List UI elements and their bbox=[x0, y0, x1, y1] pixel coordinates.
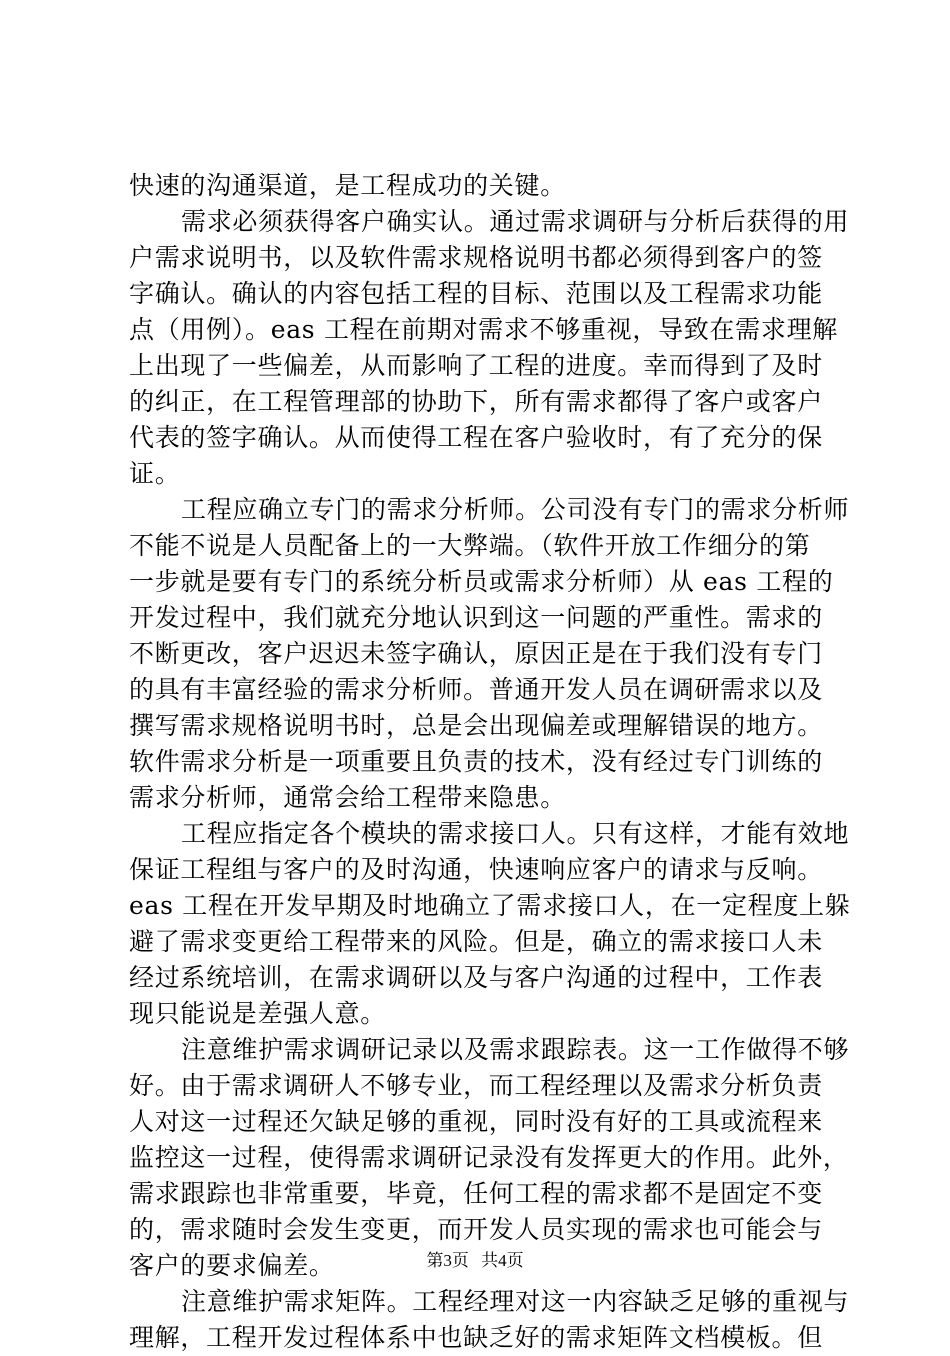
text-line: 软件需求分析是一项重要且负责的技术，没有经过专门训练的 bbox=[129, 747, 823, 776]
text-line: 户需求说明书，以及软件需求规格说明书都必须得到客户的签 bbox=[129, 243, 823, 272]
text-line: 需求分析师，通常会给工程带来隐患。 bbox=[129, 783, 566, 812]
text-line: 需求必须获得客户确实认。通过需求调研与分析后获得的用 bbox=[181, 207, 850, 236]
text-line: 开发过程中，我们就充分地认识到这一问题的严重性。需求的 bbox=[129, 603, 823, 632]
text-line: 不能不说是人员配备上的一大弊端。（软件开放工作细分的第 bbox=[129, 531, 811, 560]
text-line: 需求跟踪也非常重要，毕竟，任何工程的需求都不是固定不变 bbox=[129, 1179, 823, 1208]
text-line: 工程应指定各个模块的需求接口人。只有这样，才能有效地 bbox=[181, 819, 850, 848]
text-line: 上出现了一些偏差，从而影响了工程的进度。幸而得到了及时 bbox=[129, 351, 823, 380]
text-line: 代表的签字确认。从而使得工程在客户验收时，有了充分的保 bbox=[129, 423, 823, 452]
text-line: 注意维护需求调研记录以及需求跟踪表。这一工作做得不够 bbox=[181, 1035, 850, 1064]
text-line: eas 工程在开发早期及时地确立了需求接口人，在一定程度上躲 bbox=[129, 891, 851, 920]
text-line: 点（用例）。eas 工程在前期对需求不够重视，导致在需求理解 bbox=[129, 315, 838, 344]
text-line: 字确认。确认的内容包括工程的目标、范围以及工程需求功能 bbox=[129, 279, 823, 308]
text-line: 客户的要求偏差。 bbox=[129, 1251, 335, 1280]
text-line: 不断更改，客户迟迟未签字确认，原因正是在于我们没有专门 bbox=[129, 639, 823, 668]
document-body bbox=[129, 168, 851, 1356]
text-line: 经过系统培训，在需求调研以及与客户沟通的过程中，工作表 bbox=[129, 963, 823, 992]
text-line: 快速的沟通渠道，是工程成功的关键。 bbox=[129, 171, 566, 200]
text-line: 证。 bbox=[129, 459, 181, 488]
text-line: 的，需求随时会发生变更，而开发人员实现的需求也可能会与 bbox=[129, 1215, 823, 1244]
text-line: 理解，工程开发过程体系中也缺乏好的需求矩阵文档模板。但 bbox=[129, 1323, 823, 1352]
text-line: 工程应确立专门的需求分析师。公司没有专门的需求分析师 bbox=[181, 495, 850, 524]
text-line: 人对这一过程还欠缺足够的重视，同时没有好的工具或流程来 bbox=[129, 1107, 823, 1136]
page-total: 共4页 bbox=[481, 1251, 524, 1270]
page-number: 第3页 bbox=[426, 1251, 469, 1270]
text-line: 的具有丰富经验的需求分析师。普通开发人员在调研需求以及 bbox=[129, 675, 823, 704]
text-line: 保证工程组与客户的及时沟通，快速响应客户的请求与反响。 bbox=[129, 855, 823, 884]
text-line: 避了需求变更给工程带来的风险。但是，确立的需求接口人未 bbox=[129, 927, 823, 956]
text-line: 监控这一过程，使得需求调研记录没有发挥更大的作用。此外， bbox=[129, 1143, 849, 1172]
page-footer bbox=[0, 1249, 950, 1273]
text-line: 一步就是要有专门的系统分析员或需求分析师）从 eas 工程的 bbox=[129, 567, 834, 596]
text-line: 好。由于需求调研人不够专业，而工程经理以及需求分析负责 bbox=[129, 1071, 823, 1100]
text-line: 注意维护需求矩阵。工程经理对这一内容缺乏足够的重视与 bbox=[181, 1287, 850, 1316]
text-line: 现只能说是差强人意。 bbox=[129, 999, 387, 1028]
text-line: 的纠正，在工程管理部的协助下，所有需求都得了客户或客户 bbox=[129, 387, 823, 416]
text-line: 撰写需求规格说明书时，总是会出现偏差或理解错误的地方。 bbox=[129, 711, 823, 740]
